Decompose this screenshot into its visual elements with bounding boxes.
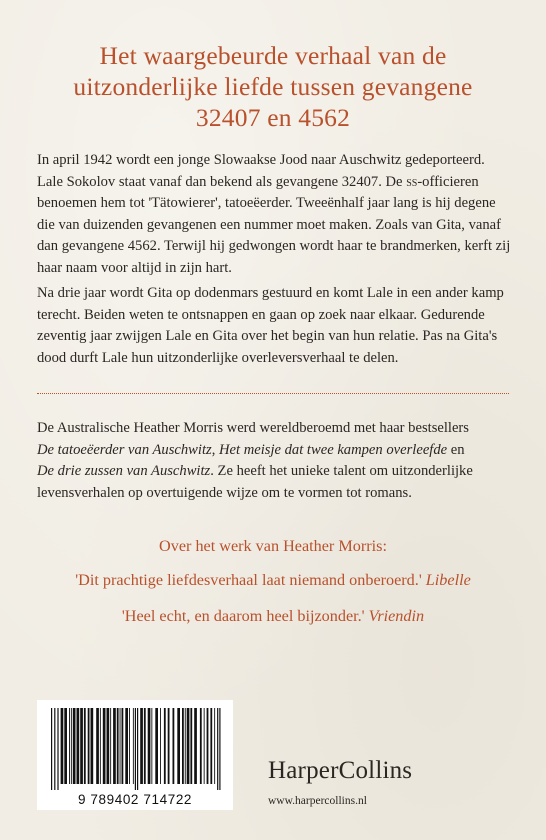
barcode-bar (214, 708, 215, 784)
quotes-intro: Over het werk van Heather Morris: (159, 537, 387, 555)
barcode-icon (37, 700, 233, 810)
isbn-barcode (37, 700, 233, 810)
barcode-bar (96, 708, 99, 784)
author-paragraph (37, 418, 517, 504)
text-line: In april 1942 wordt een jonge Slowaakse Jood naar Auschwitz gedeporteerd. (37, 152, 485, 168)
barcode-bar (61, 708, 64, 784)
barcode-bar (133, 708, 134, 784)
barcode-bar (185, 708, 186, 784)
barcode-bar (135, 708, 136, 790)
barcode-bar (151, 708, 152, 784)
text-line: Na drie jaar wordt Gita op dodenmars gestuurd en komt Lale in een ander kamp (37, 285, 504, 301)
barcode-bar (217, 708, 218, 790)
review-quotes (0, 534, 546, 628)
text-line: terecht. Beiden weten te ontsnappen en gaan op zoek naar elkaar. Gedurende (37, 306, 485, 323)
text-line: Lale Sokolov staat vanaf dan bekend als gevangene 32407. De ss-officieren (37, 173, 479, 190)
barcode-bar (210, 708, 212, 784)
quote-source: Libelle (425, 571, 471, 589)
text-line: haar naam voor altijd in zijn hart. (37, 259, 232, 276)
barcode-bar (120, 708, 121, 784)
barcode-bar (190, 708, 192, 784)
barcode-bar (129, 708, 130, 784)
barcode-bar (117, 708, 119, 784)
dotted-divider (37, 393, 509, 394)
text-line: De drie zussen van Auschwitz. Ze heeft het unieke talent om uitzonderlijke (37, 463, 473, 479)
barcode-bar (103, 708, 106, 784)
barcode-bar (125, 708, 128, 784)
barcode-bar (219, 708, 220, 790)
barcode-bar (204, 708, 205, 784)
barcode-bar (77, 708, 80, 784)
barcode-bar (155, 708, 158, 784)
barcode-bar (69, 708, 70, 784)
barcode-bar (160, 708, 161, 784)
barcode-bar (51, 708, 52, 790)
text-line: benoemen hem tot 'Tätowierer', tatoeëerder. Tweeënhalf jaar lang is hij degene (37, 195, 496, 211)
barcode-bar (80, 708, 83, 784)
barcode-bar (194, 708, 197, 784)
barcode-bar (57, 708, 58, 790)
ss-abbreviation: ss (406, 173, 418, 190)
headline-line: 32407 en 4562 (195, 103, 351, 132)
text-line: dan gevangene 4562. Terwijl hij gedwongen wordt haar te brandmerken, kerft zij (37, 238, 511, 254)
barcode-bar (144, 708, 146, 784)
barcode-bar (91, 708, 94, 784)
barcode-bar (148, 708, 151, 784)
headline-line: uitzonderlijke liefde tussen gevangene (73, 72, 473, 101)
barcode-bar (64, 708, 67, 784)
barcode-bar (122, 708, 124, 784)
barcode-bar (187, 708, 190, 784)
barcode-bar (113, 708, 116, 784)
review-quote: 'Heel echt, en daarom heel bijzonder.' Vriendin (121, 607, 425, 625)
barcode-bar (168, 708, 170, 784)
barcode-bar (88, 708, 90, 784)
publisher-url[interactable]: www.harpercollins.nl (268, 795, 367, 807)
text-line: De tatoeëerder van Auschwitz, Het meisje dat twee kampen overleefde en (37, 441, 465, 458)
barcode-bar (84, 708, 86, 784)
barcode-bar (54, 708, 55, 790)
text-line: De Australische Heather Morris werd wereldberoemd met haar bestsellers (37, 420, 469, 436)
barcode-bar (173, 708, 175, 784)
book-title: De drie zussen van Auschwitz (37, 463, 211, 479)
quote-source: Vriendin (368, 607, 425, 625)
barcode-bar (100, 708, 101, 784)
barcode-bar (107, 708, 110, 784)
barcode-bar (207, 708, 209, 784)
text-line: levensverhalen op overtuigende wijze om te vormen tot romans. (37, 484, 412, 501)
barcode-bar (71, 708, 72, 784)
barcode-bar (182, 708, 184, 784)
book-title: De tatoeëerder van Auschwitz (37, 441, 212, 458)
barcode-digits: 9 789402 714722 (77, 792, 193, 807)
barcode-bar (164, 708, 166, 784)
barcode-bar (137, 708, 138, 790)
book-title: Het meisje dat twee kampen overleefde (218, 441, 448, 458)
synopsis-paragraph-2 (37, 283, 517, 369)
review-quote: 'Dit prachtige liefdesverhaal laat niemand onberoerd.' Libelle (75, 571, 471, 589)
barcode-bar (200, 708, 202, 784)
barcode-bar (110, 708, 111, 784)
barcode-bar (140, 708, 143, 784)
barcode-bar (73, 708, 76, 784)
text-line: zeventig jaar zwijgen Lale en Gita over het begin van hun relatie. Pas na Gita's (37, 328, 498, 344)
headline-line: Het waargebeurde verhaal van de (99, 41, 447, 70)
synopsis-paragraph-1 (37, 150, 517, 279)
text-line: dood durft Lale hun uitzonderlijke overleversverhaal te delen. (37, 349, 399, 366)
headline (20, 40, 526, 133)
publisher-logo: HarperCollins (268, 757, 413, 784)
text-line: die van duizenden gevangenen een nummer moet maken. Zoals van Gita, vanaf (37, 216, 501, 233)
barcode-bar (177, 708, 180, 784)
